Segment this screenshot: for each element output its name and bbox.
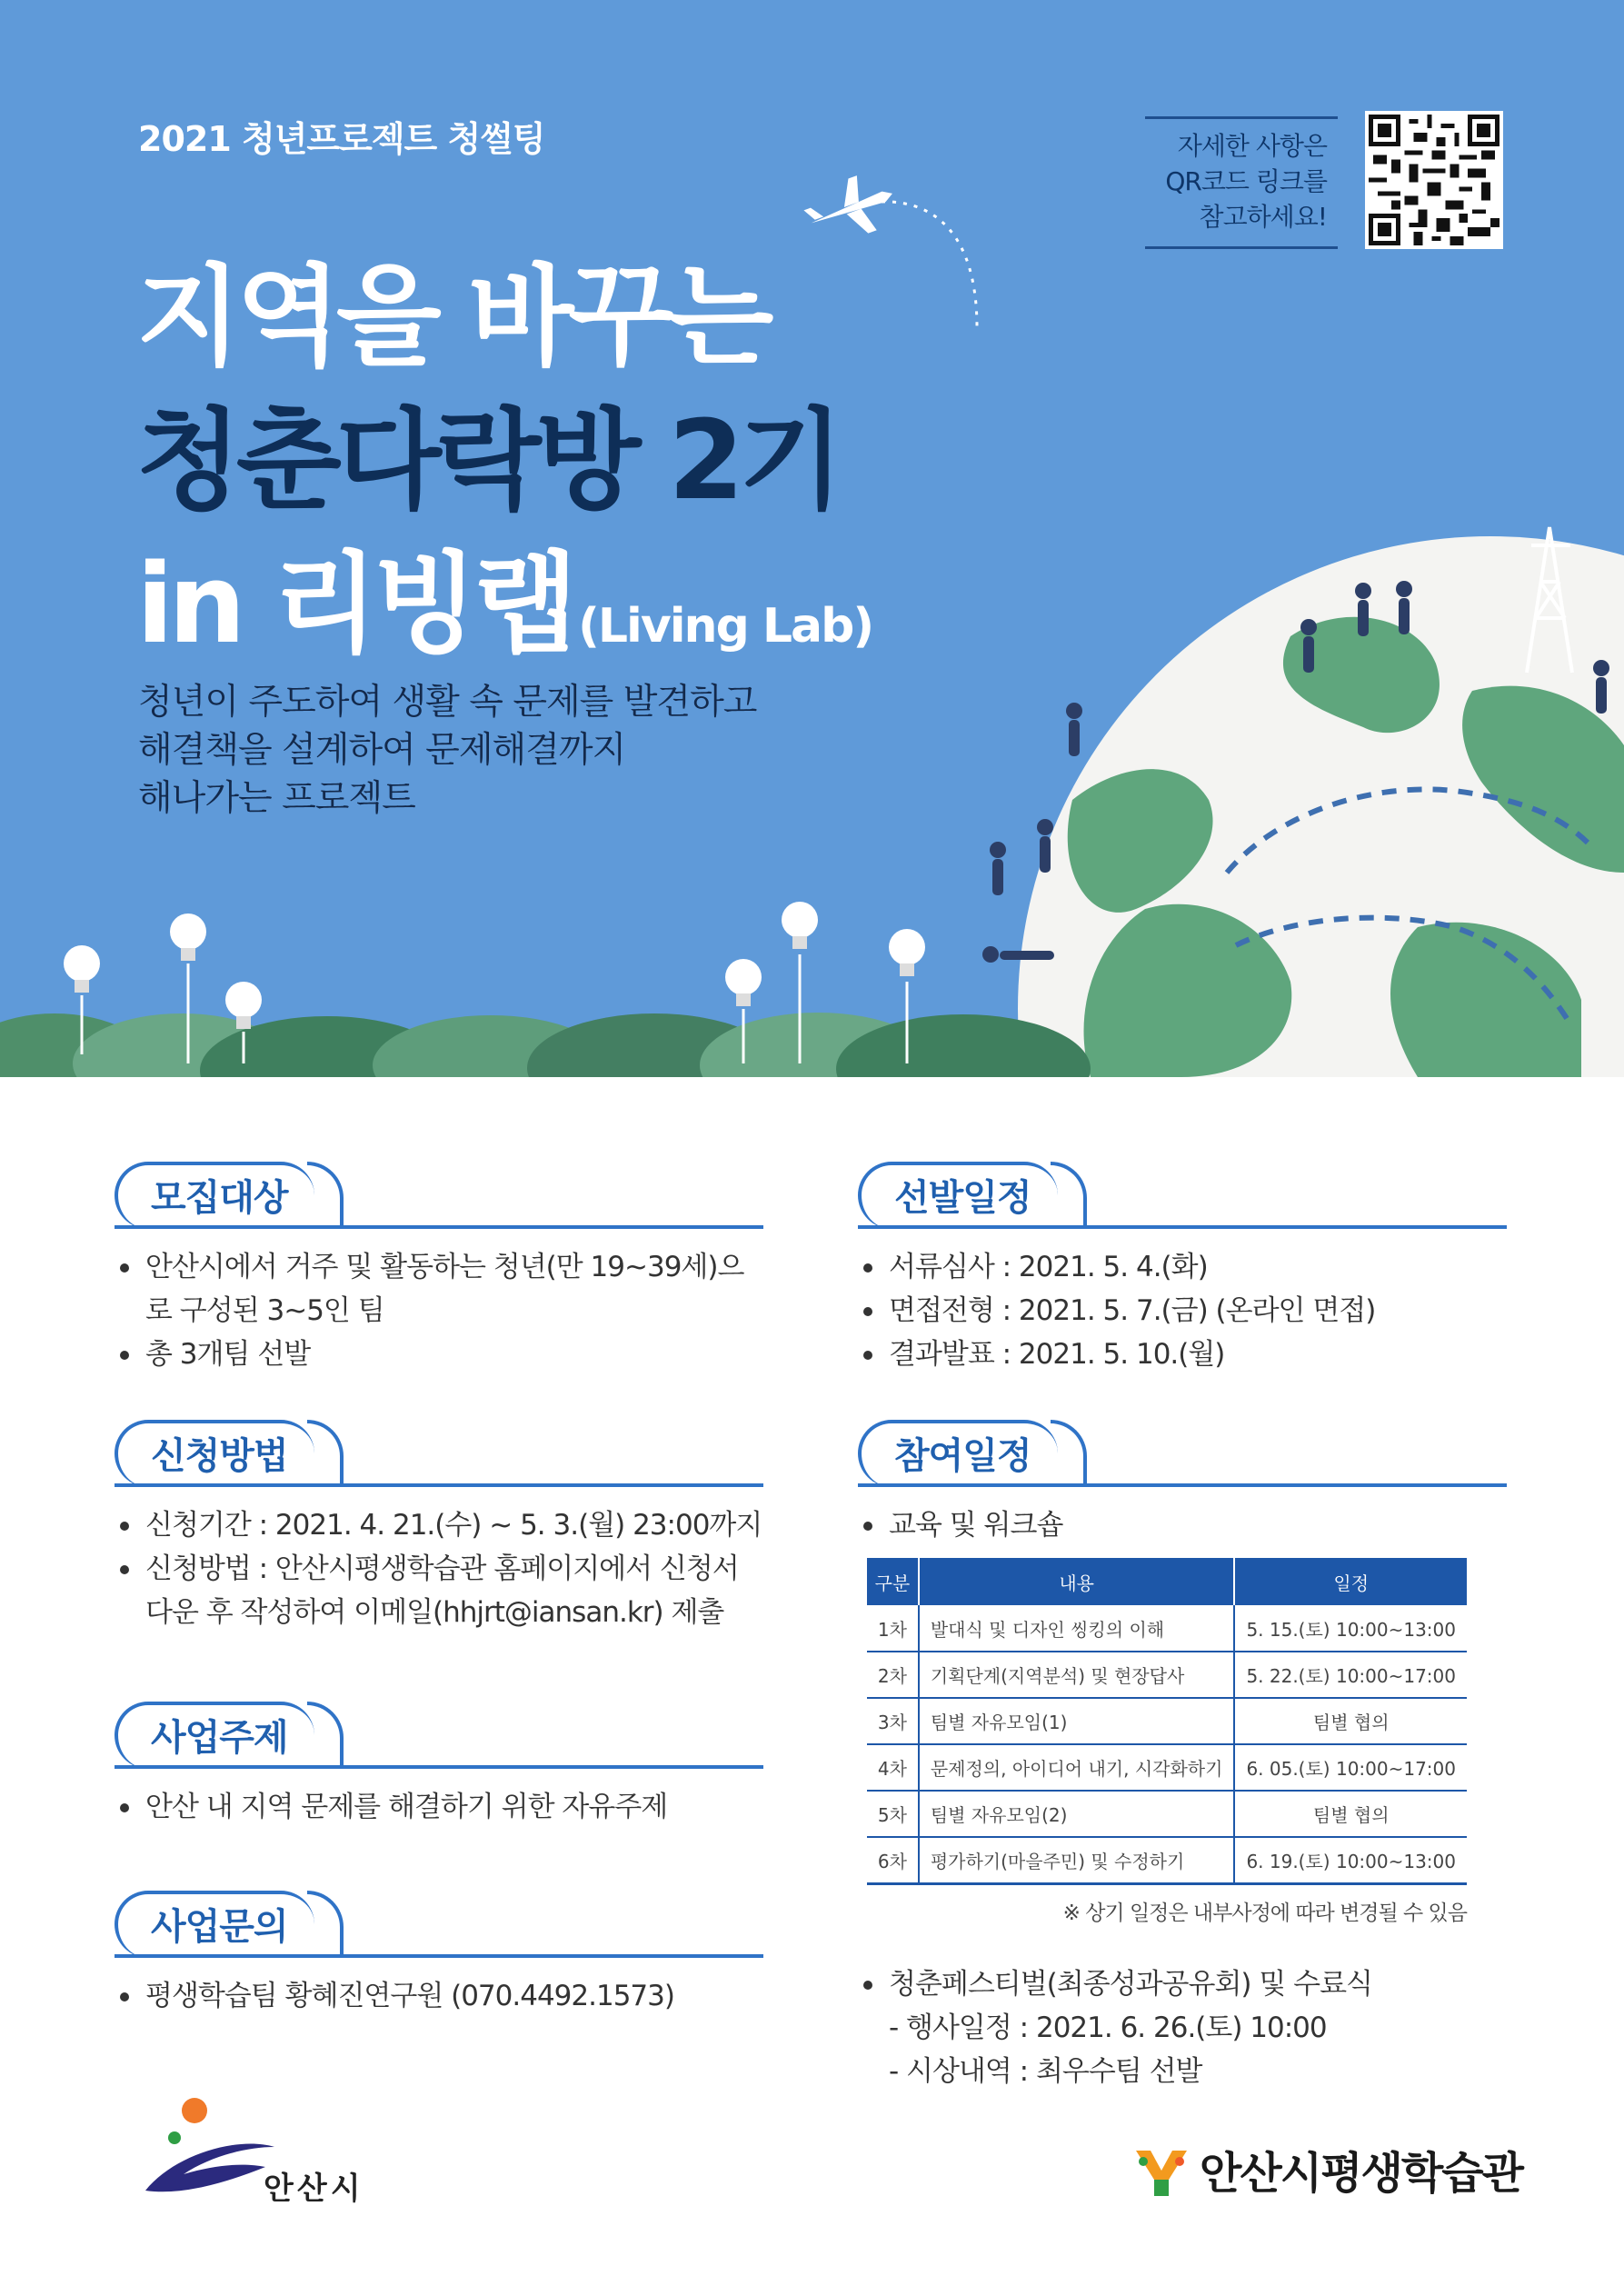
table-cell: 4차 — [867, 1744, 919, 1791]
table-cell: 문제정의, 아이디어 내기, 시각화하기 — [919, 1744, 1235, 1791]
table-cell: 6. 19.(토) 10:00~13:00 — [1234, 1837, 1467, 1883]
schedule-note: ※ 상기 일정은 내부사정에 따라 변경될 수 있음 — [1062, 1901, 1467, 1925]
recruit-list — [115, 1245, 763, 1376]
section-title: 사업주제 — [151, 1717, 288, 1759]
section-pill-cap — [1051, 1420, 1087, 1487]
section-title: 참여일정 — [894, 1435, 1031, 1477]
section-header — [858, 1162, 1507, 1229]
table-cell: 5차 — [867, 1791, 919, 1837]
table-cell: 발대식 및 디자인 씽킹의 이해 — [919, 1605, 1235, 1652]
list-item: 청춘페스티벌(최종성과공유회) 및 수료식 — [858, 1962, 1507, 2006]
bushes-illustration — [0, 1013, 1091, 1077]
section-divider — [858, 1225, 1507, 1229]
ansan-city-logo — [138, 2091, 274, 2200]
inquiry-list — [115, 1974, 763, 2018]
list-item: 평생학습팀 황혜진연구원 (070.4492.1573) — [115, 1974, 763, 2018]
intro-line: 해결책을 설계하여 문제해결까지 — [138, 730, 626, 771]
section-participation — [858, 1420, 1507, 2093]
table-header-cell: 일정 — [1234, 1558, 1467, 1605]
section-pill-cap — [307, 1891, 344, 1958]
apply-list — [115, 1503, 763, 1634]
ansan-city-logo-text: 안산시 — [264, 2171, 364, 2207]
table-cell: 5. 15.(토) 10:00~13:00 — [1234, 1605, 1467, 1652]
list-item: 서류심사 : 2021. 5. 4.(화) — [858, 1245, 1507, 1289]
section-apply — [115, 1420, 763, 1634]
section-header — [115, 1162, 763, 1229]
section-title: 사업문의 — [151, 1906, 288, 1948]
section-divider — [115, 1225, 763, 1229]
section-header — [115, 1420, 763, 1487]
table-cell: 팀별 협의 — [1234, 1698, 1467, 1744]
section-pill-cap — [307, 1702, 344, 1769]
festival-list — [858, 1962, 1507, 2006]
title-line-3-sub: (Living Lab) — [578, 599, 873, 654]
title-line-3-main: in 리빙랩 — [136, 542, 573, 668]
table-cell: 3차 — [867, 1698, 919, 1744]
section-selection — [858, 1162, 1507, 1376]
section-pill-cap — [307, 1162, 344, 1229]
list-item: 교육 및 워크숍 — [858, 1503, 1507, 1547]
intro-line: 해나가는 프로젝트 — [138, 778, 415, 819]
section-title: 선발일정 — [894, 1177, 1031, 1219]
title-line-2: 청춘다락방 2기 — [136, 398, 839, 524]
table-cell: 평가하기(마을주민) 및 수정하기 — [919, 1837, 1235, 1883]
section-pill-cap — [307, 1420, 344, 1487]
list-item: 면접전형 : 2021. 5. 7.(금) (온라인 면접) — [858, 1289, 1507, 1333]
title-line-3 — [136, 542, 873, 668]
table-row — [867, 1837, 1467, 1883]
table-header-cell: 구분 — [867, 1558, 919, 1605]
table-cell: 팀별 자유모임(2) — [919, 1791, 1235, 1837]
table-cell: 6차 — [867, 1837, 919, 1883]
section-divider — [858, 1483, 1507, 1487]
table-cell: 기획단계(지역분석) 및 현장답사 — [919, 1652, 1235, 1698]
intro-line: 청년이 주도하여 생활 속 문제를 발견하고 — [138, 682, 757, 723]
section-divider — [115, 1954, 763, 1958]
table-row — [867, 1791, 1467, 1837]
qr-code[interactable] — [1365, 111, 1503, 249]
participation-list — [858, 1503, 1507, 1547]
section-topic — [115, 1702, 763, 1829]
table-cell: 6. 05.(토) 10:00~17:00 — [1234, 1744, 1467, 1791]
section-recruit — [115, 1162, 763, 1376]
intro-text — [138, 678, 829, 823]
list-item: 신청기간 : 2021. 4. 21.(수) ~ 5. 3.(월) 23:00까지 — [115, 1503, 763, 1547]
kicker-text: 2021 청년프로젝트 청썰팅 — [138, 119, 545, 159]
hero-banner — [0, 0, 1624, 1077]
table-header-row — [867, 1558, 1467, 1605]
table-header-cell: 내용 — [919, 1558, 1235, 1605]
table-row — [867, 1698, 1467, 1744]
section-divider — [115, 1483, 763, 1487]
title-line-1: 지역을 바꾸는 — [136, 255, 769, 381]
list-item: 안산시에서 거주 및 활동하는 청년(만 19~39세)으로 구성된 3~5인 팀 — [115, 1245, 763, 1333]
table-row — [867, 1744, 1467, 1791]
qr-code-graphic — [1369, 115, 1499, 245]
section-title: 신청방법 — [151, 1435, 288, 1477]
table-cell: 1차 — [867, 1605, 919, 1652]
qr-note-line: 참고하세요! — [1199, 202, 1327, 232]
table-row — [867, 1652, 1467, 1698]
section-header — [115, 1702, 763, 1769]
section-pill-cap — [1051, 1162, 1087, 1229]
festival-award: - 시상내역 : 최우수팀 선발 — [889, 2054, 1202, 2088]
section-divider — [115, 1765, 763, 1769]
schedule-table — [867, 1558, 1467, 1885]
qr-note-line: QR코드 링크를 — [1165, 166, 1327, 196]
topic-list — [115, 1785, 763, 1829]
list-item: 결과발표 : 2021. 5. 10.(월) — [858, 1333, 1507, 1376]
section-title: 모집대상 — [151, 1177, 288, 1219]
table-cell: 팀별 협의 — [1234, 1791, 1467, 1837]
festival-date: - 행사일정 : 2021. 6. 26.(토) 10:00 — [889, 2011, 1327, 2044]
table-cell: 팀별 자유모임(1) — [919, 1698, 1235, 1744]
learning-center-logo — [1132, 2143, 1191, 2198]
selection-list — [858, 1245, 1507, 1376]
section-header — [858, 1420, 1507, 1487]
airplane-icon — [799, 166, 902, 252]
learning-center-logo-text: 안산시평생학습관 — [1200, 2148, 1522, 2199]
table-cell: 2차 — [867, 1652, 919, 1698]
qr-note-line: 자세한 사항은 — [1177, 131, 1327, 161]
list-item: 총 3개팀 선발 — [115, 1333, 763, 1376]
section-inquiry — [115, 1891, 763, 2018]
qr-note — [1145, 116, 1338, 249]
list-item: 신청방법 : 안산시평생학습관 홈페이지에서 신청서 다운 후 작성하여 이메일(hhjrt@iansan.kr) 제출 — [115, 1547, 763, 1634]
list-item: 안산 내 지역 문제를 해결하기 위한 자유주제 — [115, 1785, 763, 1829]
section-header — [115, 1891, 763, 1958]
table-cell: 5. 22.(토) 10:00~17:00 — [1234, 1652, 1467, 1698]
table-row — [867, 1605, 1467, 1652]
